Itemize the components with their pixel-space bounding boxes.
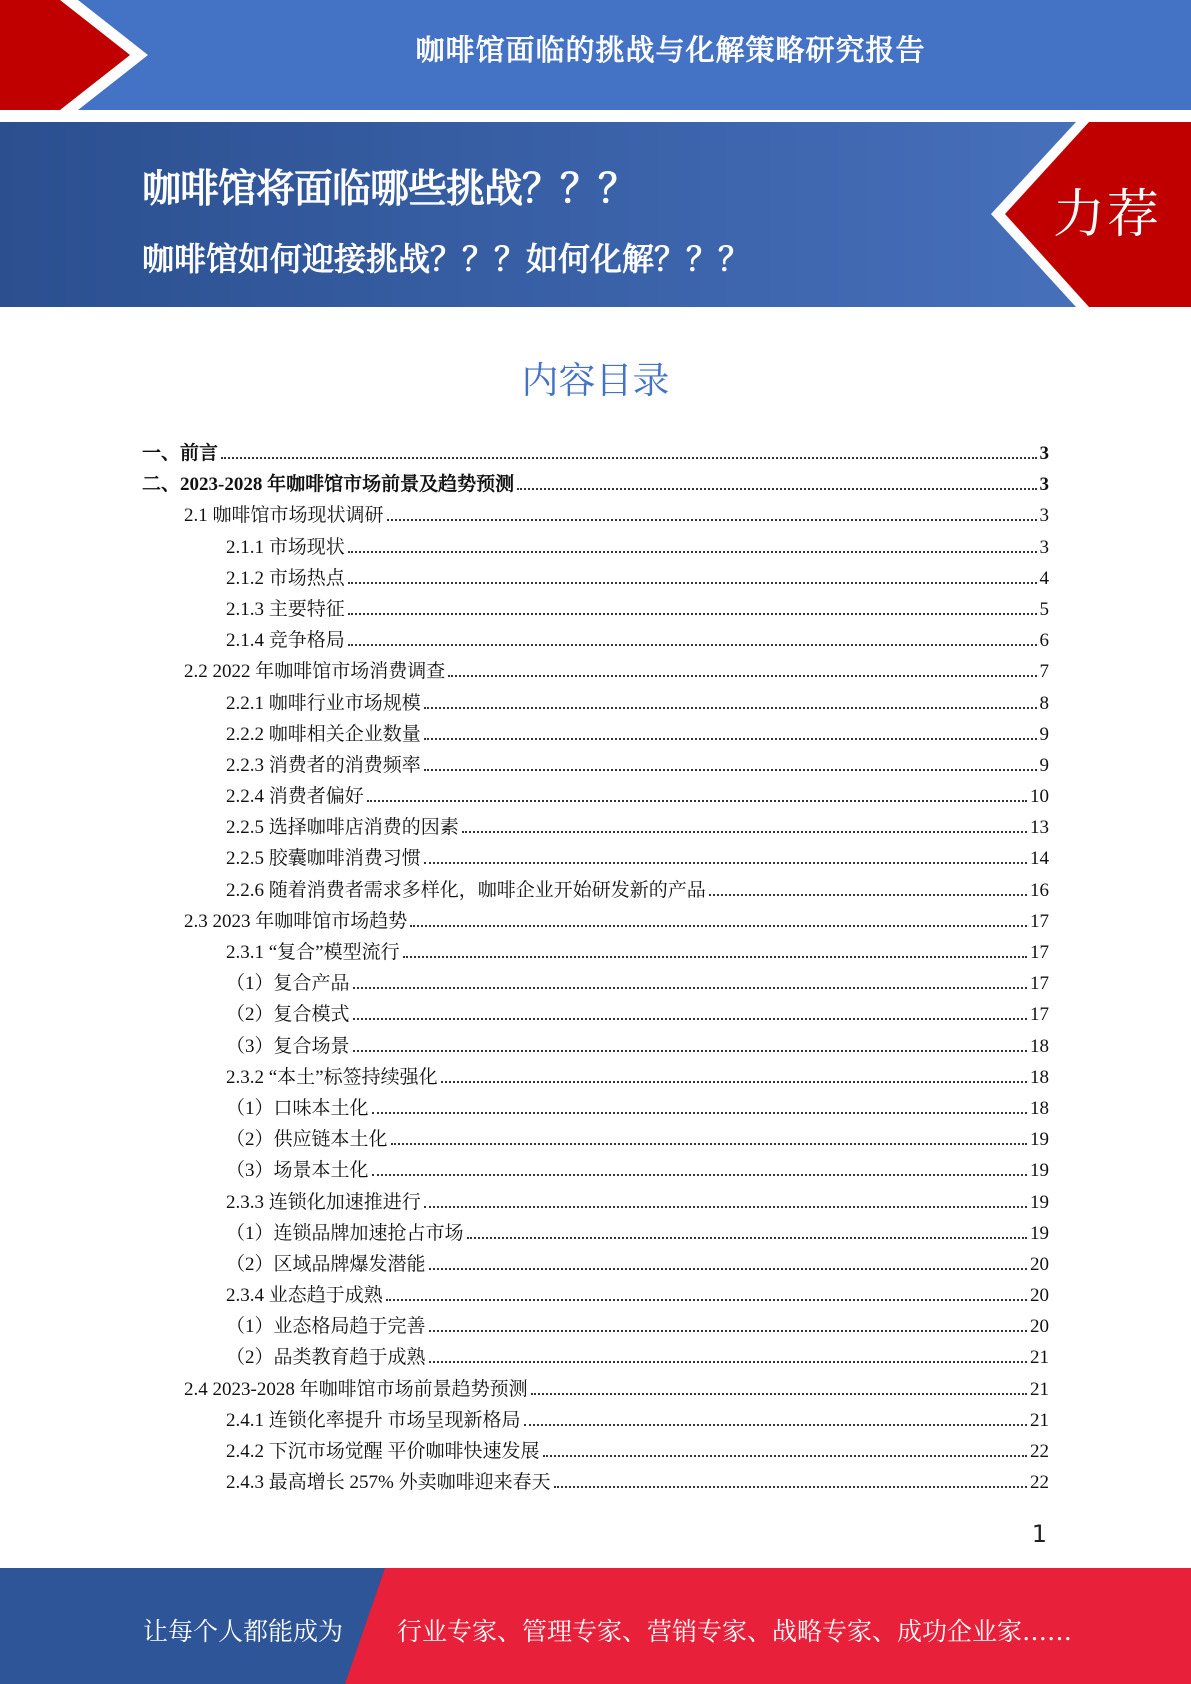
toc-dot-leader: [424, 769, 1037, 771]
report-title: 咖啡馆面临的挑战与化解策略研究报告: [415, 33, 926, 67]
toc-entry-title: 2.4 2023-2028 年咖啡馆市场前景趋势预测: [184, 1378, 528, 1400]
toc-dot-leader: [387, 519, 1037, 521]
toc-entry-title: （1）复合产品: [226, 973, 350, 995]
toc-dot-leader: [348, 551, 1037, 553]
toc-entry-page: 9: [1039, 754, 1049, 776]
toc-heading: 内容目录: [521, 359, 670, 402]
toc-entry-page: 22: [1030, 1441, 1049, 1462]
toc-dot-leader: [524, 1424, 1027, 1426]
toc-dot-leader: [353, 987, 1027, 989]
toc-entry-page: 3: [1039, 536, 1049, 558]
toc-entry-title: （2）区域品牌爆发潜能: [226, 1253, 426, 1275]
toc-entry-page: 8: [1039, 692, 1049, 714]
toc-entry-page: 3: [1039, 474, 1049, 496]
toc-entry-page: 19: [1030, 1160, 1049, 1182]
toc-entry-title: （3）场景本土化: [226, 1160, 369, 1182]
toc-entry-title: （1）口味本土化: [226, 1097, 369, 1119]
toc-dot-leader: [441, 1081, 1027, 1083]
toc-dot-leader: [517, 488, 1036, 490]
toc-entry-page: 19: [1030, 1222, 1049, 1244]
toc-dot-leader: [353, 1018, 1027, 1020]
toc-entry-page: 3: [1039, 443, 1049, 464]
toc-dot-leader: [403, 956, 1027, 958]
toc-entry-page: 21: [1030, 1409, 1049, 1431]
toc-entry-title: （1）连锁品牌加速抢占市场: [226, 1222, 464, 1244]
toc-entry-title: 2.1.2 市场热点: [226, 567, 345, 589]
toc-dot-leader: [424, 707, 1037, 709]
toc-entry-page: 19: [1030, 1129, 1049, 1151]
toc-dot-leader: [462, 831, 1027, 833]
hero-subheadline: 咖啡馆如何迎接挑战？？？如何化解？？？: [142, 240, 751, 278]
toc-entry[interactable]: [142, 1031, 1049, 1062]
toc-dot-leader: [386, 1299, 1027, 1301]
toc-entry[interactable]: [142, 1062, 1049, 1093]
toc-entry[interactable]: [142, 875, 1049, 906]
toc-entry[interactable]: [142, 999, 1049, 1030]
top-banner: [0, 0, 1191, 110]
toc-entry-title: 2.3.2 “本土”标签持续强化: [226, 1066, 438, 1088]
toc-entry[interactable]: [142, 1187, 1049, 1218]
toc-entry-page: 19: [1030, 1191, 1049, 1213]
toc-entry[interactable]: [142, 594, 1049, 625]
toc-entry[interactable]: [142, 1155, 1049, 1186]
toc-entry[interactable]: [142, 1093, 1049, 1124]
toc-entry-title: 2.2.1 咖啡行业市场规模: [226, 692, 421, 714]
toc-entry[interactable]: [142, 843, 1049, 874]
toc-entry-page: 21: [1030, 1347, 1049, 1369]
toc-entry[interactable]: [142, 532, 1049, 563]
toc-entry-page: 18: [1030, 1035, 1049, 1057]
toc-entry[interactable]: [142, 906, 1049, 937]
toc-dot-leader: [348, 644, 1037, 646]
toc-entry-title: 二、2023-2028 年咖啡馆市场前景及趋势预测: [142, 474, 515, 496]
toc-dot-leader: [221, 457, 1036, 459]
toc-entry-page: 18: [1030, 1097, 1049, 1119]
toc-entry-title: （2）复合模式: [226, 1004, 350, 1026]
toc-dot-leader: [543, 1455, 1027, 1457]
toc-entry[interactable]: [142, 1342, 1049, 1373]
red-arrow-decoration: [0, 0, 150, 110]
toc-entry[interactable]: [142, 1280, 1049, 1311]
toc-entry-page: 20: [1030, 1316, 1049, 1338]
toc-entry-page: 20: [1030, 1285, 1049, 1307]
toc-entry-title: 2.2.2 咖啡相关企业数量: [226, 723, 421, 745]
toc-entry[interactable]: [142, 1467, 1049, 1498]
toc-entry[interactable]: [142, 750, 1049, 781]
toc-dot-leader: [424, 862, 1027, 864]
toc-entry[interactable]: [142, 1249, 1049, 1280]
toc-dot-leader: [429, 1361, 1027, 1363]
footer-slogan-right: 行业专家、管理专家、营销专家、战略专家、成功企业家……: [397, 1617, 1073, 1646]
toc-dot-leader: [424, 1206, 1027, 1208]
toc-entry-title: 2.3 2023 年咖啡馆市场趋势: [184, 910, 408, 932]
toc-dot-leader: [348, 613, 1037, 615]
toc-dot-leader: [391, 1143, 1027, 1145]
toc-entry-title: （2）品类教育趋于成熟: [226, 1347, 426, 1369]
toc-entry-title: 2.1.4 竞争格局: [226, 630, 345, 652]
toc-entry-title: 2.2.5 选择咖啡店消费的因素: [226, 817, 459, 839]
toc-entry-title: 一、前言: [142, 443, 219, 464]
toc-entry[interactable]: [142, 469, 1049, 500]
toc-entry[interactable]: [142, 1405, 1049, 1436]
recommend-badge: 力荐: [1052, 185, 1161, 245]
toc-dot-leader: [424, 738, 1037, 740]
toc-entry[interactable]: [142, 812, 1049, 843]
toc-entry-page: 5: [1039, 598, 1049, 620]
toc-entry-page: 17: [1030, 973, 1049, 995]
toc-entry[interactable]: [142, 781, 1049, 812]
hero-headline: 咖啡馆将面临哪些挑战？？？: [142, 167, 637, 212]
toc-entry-title: 2.2 2022 年咖啡馆市场消费调查: [184, 661, 446, 683]
toc-entry[interactable]: [142, 500, 1049, 531]
divider-strip: [0, 110, 1191, 122]
toc-entry-page: 13: [1030, 817, 1049, 839]
toc-entry[interactable]: [142, 438, 1049, 469]
toc-entry-title: 2.4.3 最高增长 257% 外卖咖啡迎来春天: [226, 1472, 551, 1494]
toc-dot-leader: [554, 1486, 1027, 1488]
toc-dot-leader: [709, 894, 1027, 896]
toc-entry-title: 2.4.2 下沉市场觉醒 平价咖啡快速发展: [226, 1441, 540, 1462]
toc-entry-page: 21: [1030, 1378, 1049, 1400]
toc-entry-page: 17: [1030, 910, 1049, 932]
toc-entry[interactable]: [142, 563, 1049, 594]
toc-entry-page: 14: [1030, 848, 1049, 870]
toc-entry-page: 6: [1039, 630, 1049, 652]
table-of-contents: [142, 438, 1049, 1498]
toc-dot-leader: [367, 800, 1027, 802]
toc-dot-leader: [410, 925, 1027, 927]
toc-entry-title: （2）供应链本土化: [226, 1129, 388, 1151]
toc-entry-title: 2.4.1 连锁化率提升 市场呈现新格局: [226, 1409, 521, 1431]
toc-entry-title: 2.2.5 胶囊咖啡消费习惯: [226, 848, 421, 870]
toc-entry[interactable]: [142, 719, 1049, 750]
toc-entry-page: 4: [1039, 567, 1049, 589]
toc-entry-page: 16: [1030, 879, 1049, 901]
toc-dot-leader: [429, 1330, 1027, 1332]
toc-dot-leader: [372, 1112, 1027, 1114]
page-number: 1: [1031, 1520, 1047, 1548]
toc-entry[interactable]: [142, 1436, 1049, 1467]
toc-entry[interactable]: [142, 1311, 1049, 1342]
toc-entry-page: 17: [1030, 942, 1049, 963]
toc-dot-leader: [467, 1237, 1027, 1239]
toc-entry-title: 2.2.4 消费者偏好: [226, 786, 364, 808]
toc-entry-title: 2.1.1 市场现状: [226, 536, 345, 558]
toc-dot-leader: [448, 675, 1036, 677]
toc-entry-title: 2.3.1 “复合”模型流行: [226, 942, 400, 963]
toc-entry[interactable]: [142, 625, 1049, 656]
toc-entry-page: 17: [1030, 1004, 1049, 1026]
toc-entry-title: （3）复合场景: [226, 1035, 350, 1057]
toc-entry-page: 22: [1030, 1472, 1049, 1494]
toc-entry-page: 10: [1030, 786, 1049, 808]
hero-banner: [0, 122, 1191, 307]
toc-entry[interactable]: [142, 937, 1049, 968]
toc-entry-title: 2.1 咖啡馆市场现状调研: [184, 505, 384, 527]
toc-entry-page: 20: [1030, 1253, 1049, 1275]
toc-dot-leader: [372, 1174, 1027, 1176]
toc-dot-leader: [531, 1393, 1027, 1395]
toc-entry-title: 2.1.3 主要特征: [226, 598, 345, 620]
toc-entry-title: 2.3.4 业态趋于成熟: [226, 1285, 383, 1307]
toc-entry[interactable]: [142, 1124, 1049, 1155]
toc-dot-leader: [353, 1050, 1027, 1052]
toc-entry-page: 3: [1039, 505, 1049, 527]
footer-slogan-left: 让每个人都能成为: [143, 1617, 344, 1646]
toc-entry-title: 2.3.3 连锁化加速推进行: [226, 1191, 421, 1213]
toc-entry-page: 9: [1039, 723, 1049, 745]
toc-dot-leader: [429, 1268, 1027, 1270]
toc-entry-page: 18: [1030, 1066, 1049, 1088]
toc-entry[interactable]: [142, 688, 1049, 719]
toc-entry[interactable]: [142, 656, 1049, 687]
toc-entry[interactable]: [142, 1218, 1049, 1249]
toc-entry-title: （1）业态格局趋于完善: [226, 1316, 426, 1338]
toc-entry-title: 2.2.6 随着消费者需求多样化，咖啡企业开始研发新的产品: [226, 879, 706, 901]
toc-entry[interactable]: [142, 968, 1049, 999]
toc-entry-title: 2.2.3 消费者的消费频率: [226, 754, 421, 776]
toc-dot-leader: [348, 582, 1037, 584]
toc-entry-page: 7: [1039, 661, 1049, 683]
toc-entry[interactable]: [142, 1374, 1049, 1405]
